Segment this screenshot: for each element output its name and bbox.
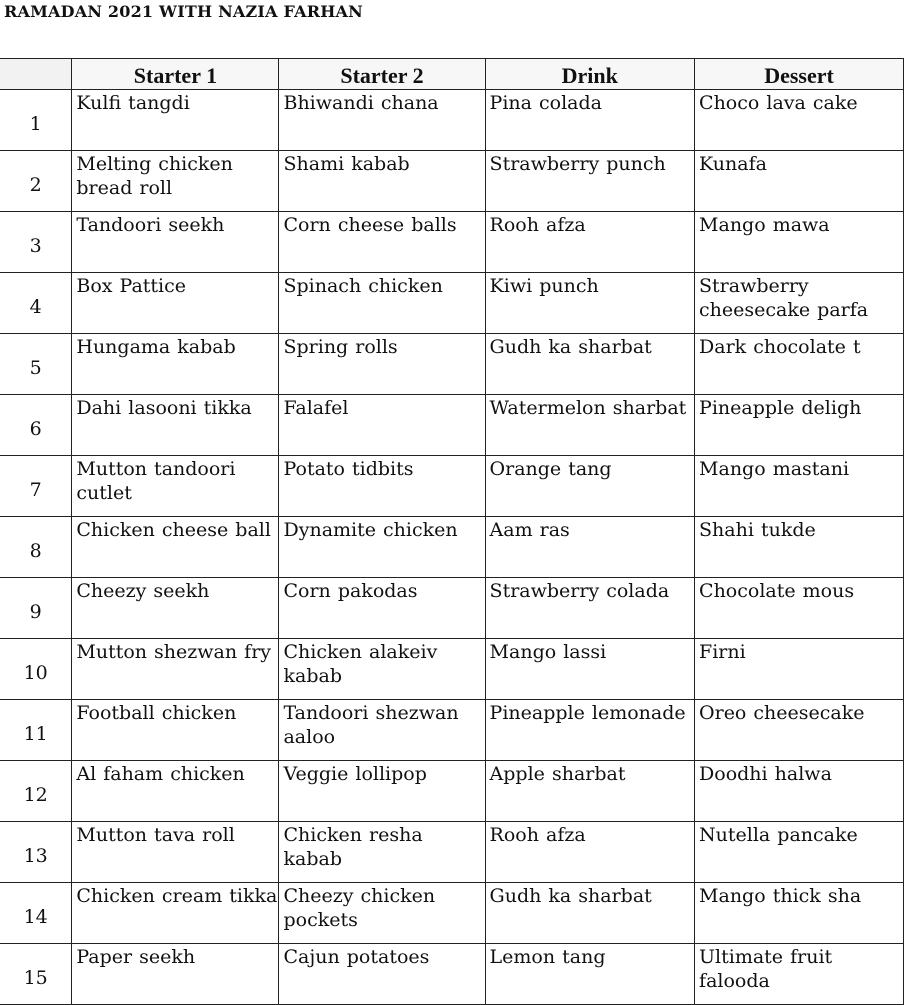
starter-2-cell <box>279 883 485 944</box>
dessert-text: Choco lava cake <box>699 92 858 114</box>
starter-2-text: Bhiwandi chana <box>283 92 439 114</box>
table-row <box>0 578 904 639</box>
starter-2-text: Dynamite chicken <box>283 519 458 541</box>
dessert-cell <box>695 151 904 212</box>
starter-1-cell <box>72 700 279 761</box>
dessert-cell <box>695 700 904 761</box>
starter-1-cell <box>72 761 279 822</box>
drink-text: Aam ras <box>489 519 570 541</box>
dessert-cell <box>695 395 904 456</box>
starter-2-text: Spinach chicken <box>283 275 443 297</box>
drink-cell <box>485 90 694 151</box>
dessert-text: Oreo cheesecake <box>699 702 865 724</box>
day-number-text: 7 <box>29 479 42 501</box>
header-starter-2: Starter 2 <box>279 59 485 90</box>
drink-cell <box>485 334 694 395</box>
dessert-cell <box>695 212 904 273</box>
dessert-text: Firni <box>699 641 746 663</box>
day-number-text: 15 <box>23 967 48 989</box>
starter-2-text: Corn pakodas <box>283 580 418 602</box>
starter-1-cell <box>72 639 279 700</box>
starter-2-cell <box>279 517 485 578</box>
starter-1-text: Chicken cream tikka <box>76 885 278 907</box>
starter-1-text: Cheezy seekh <box>76 580 210 602</box>
drink-text: Mango lassi <box>489 641 607 663</box>
drink-text: Orange tang <box>489 458 612 480</box>
starter-1-text: Mutton tava roll <box>76 824 235 846</box>
starter-2-text: Tandoori shezwan aaloo <box>283 702 459 748</box>
day-number-cell <box>0 761 72 822</box>
day-number-cell <box>0 334 72 395</box>
starter-2-text: Chicken alakeiv kabab <box>283 641 438 687</box>
starter-1-text: Kulfi tangdi <box>76 92 190 114</box>
starter-1-text: Al faham chicken <box>76 763 245 785</box>
drink-text: Rooh afza <box>489 824 586 846</box>
starter-2-cell <box>279 273 485 334</box>
starter-1-text: Melting chicken bread roll <box>76 153 233 199</box>
drink-cell <box>485 273 694 334</box>
drink-text: Pineapple lemonade <box>489 702 686 724</box>
starter-2-text: Falafel <box>283 397 349 419</box>
starter-1-cell <box>72 578 279 639</box>
starter-2-text: Chicken resha kabab <box>283 824 423 870</box>
day-number-text: 6 <box>29 418 42 440</box>
drink-text: Apple sharbat <box>489 763 626 785</box>
starter-1-cell <box>72 883 279 944</box>
day-number-text: 11 <box>23 723 48 745</box>
drink-cell <box>485 395 694 456</box>
drink-cell <box>485 761 694 822</box>
dessert-cell <box>695 761 904 822</box>
dessert-cell <box>695 90 904 151</box>
starter-2-cell <box>279 395 485 456</box>
dessert-text: Chocolate mous <box>699 580 855 602</box>
header-row <box>0 59 904 90</box>
starter-1-text: Hungama kabab <box>76 336 236 358</box>
starter-1-text: Tandoori seekh <box>76 214 225 236</box>
day-number-text: 4 <box>29 296 42 318</box>
starter-2-cell <box>279 944 485 1005</box>
table-row <box>0 822 904 883</box>
day-number-text: 8 <box>29 540 42 562</box>
table-row <box>0 334 904 395</box>
drink-cell <box>485 822 694 883</box>
starter-2-cell <box>279 578 485 639</box>
day-number-cell <box>0 395 72 456</box>
day-number-text: 10 <box>23 662 48 684</box>
table-row <box>0 90 904 151</box>
starter-2-text: Veggie lollipop <box>283 763 427 785</box>
dessert-text: Dark chocolate t <box>699 336 861 358</box>
dessert-cell <box>695 639 904 700</box>
dessert-cell <box>695 517 904 578</box>
starter-2-cell <box>279 212 485 273</box>
day-number-text: 3 <box>29 235 42 257</box>
day-number-text: 9 <box>29 601 42 623</box>
day-number-cell <box>0 212 72 273</box>
starter-2-cell <box>279 822 485 883</box>
header-starter-1: Starter 1 <box>72 59 279 90</box>
starter-2-cell <box>279 700 485 761</box>
table-row <box>0 944 904 1005</box>
drink-text: Strawberry colada <box>489 580 670 602</box>
starter-1-cell <box>72 273 279 334</box>
starter-1-text: Football chicken <box>76 702 237 724</box>
starter-2-text: Spring rolls <box>283 336 398 358</box>
table-row <box>0 212 904 273</box>
day-number-cell <box>0 639 72 700</box>
starter-2-cell <box>279 151 485 212</box>
starter-1-cell <box>72 90 279 151</box>
header-corner <box>0 59 72 90</box>
dessert-text: Mango mastani <box>699 458 850 480</box>
starter-1-cell <box>72 151 279 212</box>
starter-2-text: Potato tidbits <box>283 458 414 480</box>
starter-1-text: Chicken cheese ball <box>76 519 271 541</box>
dessert-text: Mango thick sha <box>699 885 862 907</box>
day-number-cell <box>0 883 72 944</box>
dessert-text: Kunafa <box>699 153 767 175</box>
starter-2-cell <box>279 761 485 822</box>
starter-2-cell <box>279 90 485 151</box>
drink-cell <box>485 700 694 761</box>
starter-2-text: Cajun potatoes <box>283 946 430 968</box>
starter-1-text: Mutton shezwan fry <box>76 641 272 663</box>
starter-2-text: Shami kabab <box>283 153 410 175</box>
drink-cell <box>485 517 694 578</box>
document-title: RAMADAN 2021 WITH NAZIA FARHAN <box>4 2 363 21</box>
dessert-text: Mango mawa <box>699 214 830 236</box>
drink-text: Watermelon sharbat <box>489 397 687 419</box>
dessert-cell <box>695 883 904 944</box>
dessert-text: Ultimate fruit falooda <box>699 946 833 992</box>
day-number-cell <box>0 517 72 578</box>
dessert-text: Nutella pancake <box>699 824 858 846</box>
day-number-cell <box>0 944 72 1005</box>
starter-1-cell <box>72 822 279 883</box>
dessert-cell <box>695 578 904 639</box>
day-number-text: 5 <box>29 357 42 379</box>
drink-cell <box>485 639 694 700</box>
starter-1-text: Mutton tandoori cutlet <box>76 458 236 504</box>
day-number-cell <box>0 273 72 334</box>
day-number-cell <box>0 456 72 517</box>
drink-text: Kiwi punch <box>489 275 599 297</box>
starter-1-cell <box>72 395 279 456</box>
starter-1-text: Box Pattice <box>76 275 187 297</box>
drink-text: Lemon tang <box>489 946 606 968</box>
dessert-text: Pineapple deligh <box>699 397 862 419</box>
day-number-text: 1 <box>29 113 42 135</box>
dessert-cell <box>695 334 904 395</box>
starter-1-cell <box>72 517 279 578</box>
starter-2-text: Corn cheese balls <box>283 214 457 236</box>
day-number-text: 2 <box>29 174 42 196</box>
drink-text: Gudh ka sharbat <box>489 885 652 907</box>
drink-text: Rooh afza <box>489 214 586 236</box>
day-number-cell <box>0 90 72 151</box>
drink-cell <box>485 456 694 517</box>
drink-text: Strawberry punch <box>489 153 666 175</box>
starter-2-cell <box>279 639 485 700</box>
table-row <box>0 883 904 944</box>
drink-text: Gudh ka sharbat <box>489 336 652 358</box>
starter-1-cell <box>72 334 279 395</box>
drink-cell <box>485 883 694 944</box>
dessert-text: Doodhi halwa <box>699 763 832 785</box>
dessert-text: Shahi tukde <box>699 519 816 541</box>
starter-2-cell <box>279 456 485 517</box>
starter-1-cell <box>72 944 279 1005</box>
table-row <box>0 700 904 761</box>
drink-cell <box>485 212 694 273</box>
day-number-cell <box>0 151 72 212</box>
day-number-cell <box>0 578 72 639</box>
starter-2-text: Cheezy chicken pockets <box>283 885 436 931</box>
dessert-cell <box>695 273 904 334</box>
dessert-text: Strawberry cheesecake parfa <box>699 275 869 321</box>
starter-2-cell <box>279 334 485 395</box>
day-number-cell <box>0 700 72 761</box>
starter-1-text: Paper seekh <box>76 946 196 968</box>
table-row <box>0 517 904 578</box>
table-row <box>0 639 904 700</box>
starter-1-text: Dahi lasooni tikka <box>76 397 252 419</box>
drink-cell <box>485 151 694 212</box>
drink-cell <box>485 578 694 639</box>
header-drink: Drink <box>485 59 694 90</box>
day-number-text: 14 <box>23 906 48 928</box>
dessert-cell <box>695 456 904 517</box>
table-row <box>0 761 904 822</box>
drink-cell <box>485 944 694 1005</box>
table-row <box>0 151 904 212</box>
day-number-text: 13 <box>23 845 48 867</box>
header-dessert: Dessert <box>695 59 904 90</box>
day-number-cell <box>0 822 72 883</box>
menu-table <box>0 58 904 1005</box>
starter-1-cell <box>72 456 279 517</box>
dessert-cell <box>695 822 904 883</box>
day-number-text: 12 <box>23 784 48 806</box>
starter-1-cell <box>72 212 279 273</box>
table-row <box>0 395 904 456</box>
drink-text: Pina colada <box>489 92 602 114</box>
table-row <box>0 273 904 334</box>
dessert-cell <box>695 944 904 1005</box>
table-row <box>0 456 904 517</box>
